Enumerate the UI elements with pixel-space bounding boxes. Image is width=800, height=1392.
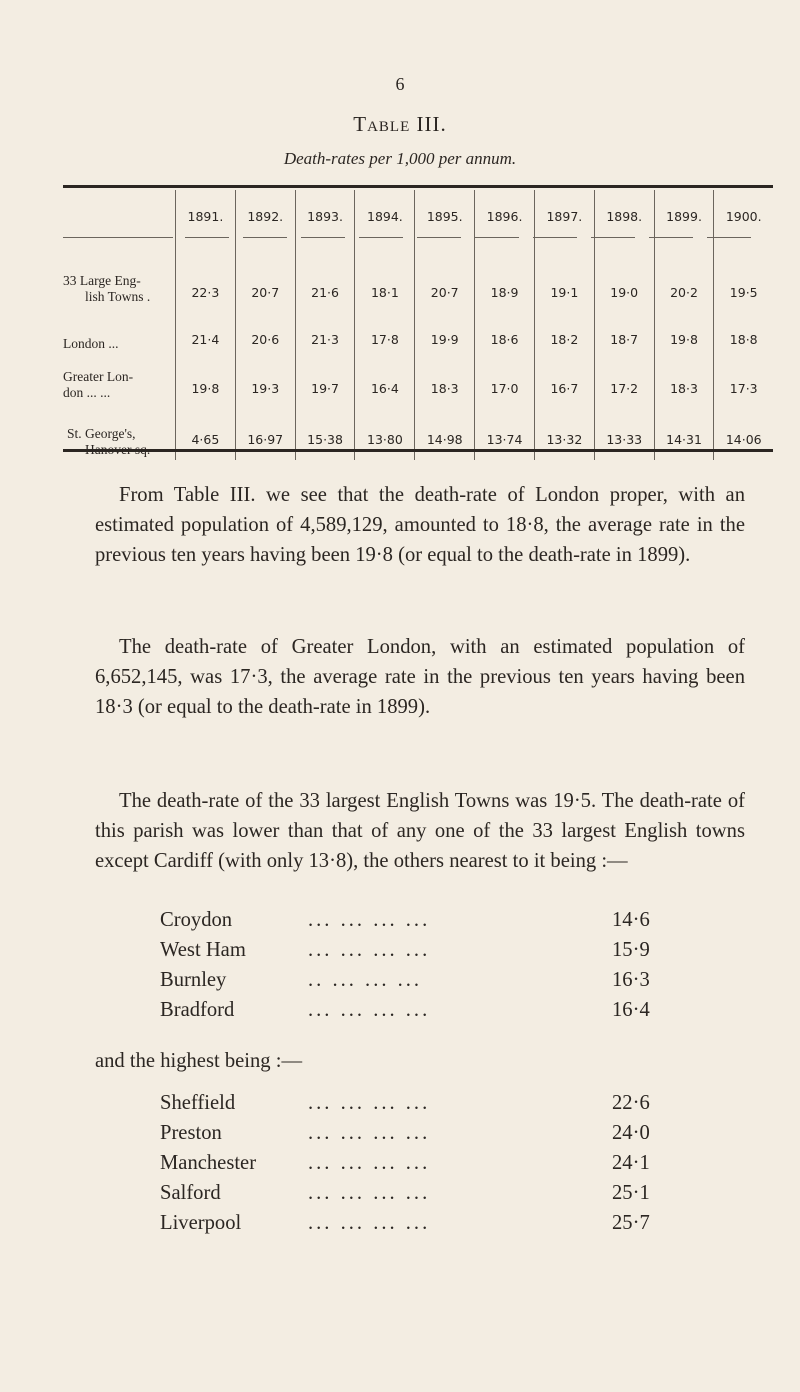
highest-towns-list: [160, 1092, 670, 1242]
year-header: 1899.: [654, 190, 714, 242]
rate-cell: 18·8: [714, 307, 773, 354]
town-rate: 25·1: [612, 1182, 650, 1204]
list-item: [160, 1212, 670, 1242]
list-item: [160, 1182, 670, 1212]
town-rate: 24·1: [612, 1152, 650, 1174]
rate-cell: 19·0: [594, 242, 654, 307]
paragraph-greater-london: The death-rate of Greater London, with an estimated population of 6,652,145, was 17·3, the average rate in the previous ten years having been 18·3 (or equal to the death-rate in 1899).: [95, 636, 745, 718]
town-name: Preston: [160, 1122, 222, 1144]
leader-dots: ... ... ... ...: [308, 909, 431, 931]
rate-cell: 19·7: [295, 354, 355, 403]
town-name: Manchester: [160, 1152, 257, 1174]
rate-cell: 18·6: [475, 307, 535, 354]
rate-cell: 19·1: [534, 242, 594, 307]
year-header: 1894.: [355, 190, 415, 242]
town-name: West Ham: [160, 939, 246, 961]
rate-cell: 20·6: [235, 307, 295, 354]
paragraph-london: From Table III. we see that the death-rate of London proper, with an estimated population of 4,589,129, amounted to 18·8, the average rate in the previous ten years having been 19·8 (or equal to the death-rate in 1899).: [95, 484, 745, 566]
rate-cell: 16·97: [235, 403, 295, 460]
rate-cell: 17·3: [714, 354, 773, 403]
row-label: Greater Lon- don ... ...: [63, 369, 134, 400]
table-row: [63, 354, 773, 403]
header-underline: [63, 237, 173, 238]
town-rate: 15·9: [612, 939, 650, 961]
town-rate: 25·7: [612, 1212, 650, 1234]
rate-cell: 18·2: [534, 307, 594, 354]
town-rate: 16·4: [612, 999, 650, 1021]
table-header-blank: [63, 190, 176, 242]
rate-cell: 19·8: [176, 354, 236, 403]
rate-cell: 20·7: [415, 242, 475, 307]
town-rate: 24·0: [612, 1122, 650, 1144]
leader-dots: ... ... ... ...: [308, 999, 431, 1021]
rate-cell: 18·3: [654, 354, 714, 403]
death-rates-table: [63, 190, 773, 460]
rate-cell: 18·7: [594, 307, 654, 354]
list-item: [160, 969, 670, 999]
rate-cell: 13·32: [534, 403, 594, 460]
rate-cell: 17·0: [475, 354, 535, 403]
rate-cell: 19·8: [654, 307, 714, 354]
year-header: 1898.: [594, 190, 654, 242]
table-title: Table III.: [353, 112, 447, 136]
nearest-towns-list: [160, 909, 670, 1029]
rate-cell: 17·8: [355, 307, 415, 354]
list-item: [160, 1122, 670, 1152]
rate-cell: 17·2: [594, 354, 654, 403]
leader-dots: ... ... ... ...: [308, 939, 431, 961]
header-underline-segments: [185, 237, 755, 238]
table-row: [63, 242, 773, 307]
highest-intro: and the highest being :—: [95, 1050, 303, 1072]
town-name: Bradford: [160, 999, 235, 1021]
rate-cell: 21·4: [176, 307, 236, 354]
list-item: [160, 1092, 670, 1122]
list-item: [160, 939, 670, 969]
list-item: [160, 999, 670, 1029]
table-top-rule: [63, 185, 773, 188]
town-name: Sheffield: [160, 1092, 236, 1114]
row-label: 33 Large Eng- lish Towns .: [63, 273, 151, 304]
rate-cell: 16·7: [534, 354, 594, 403]
rate-cell: 20·2: [654, 242, 714, 307]
table-header-row: [63, 190, 773, 242]
table-row: [63, 307, 773, 354]
town-name: Salford: [160, 1182, 221, 1204]
leader-dots: .. ... ... ...: [308, 969, 423, 991]
rate-cell: 14·98: [415, 403, 475, 460]
rate-cell: 18·1: [355, 242, 415, 307]
rate-cell: 19·9: [415, 307, 475, 354]
town-name: Croydon: [160, 909, 233, 931]
leader-dots: ... ... ... ...: [308, 1152, 431, 1174]
leader-dots: ... ... ... ...: [308, 1122, 431, 1144]
paragraph-large-towns: The death-rate of the 33 largest English Towns was 19·5. The death-rate of this parish was lower than that of any one of the 33 largest English towns except Cardiff (with only 13·8), the others nearest to it being :—: [95, 790, 745, 872]
leader-dots: ... ... ... ...: [308, 1182, 431, 1204]
row-label: St. George's,: [67, 426, 136, 441]
page-number: 6: [395, 74, 405, 94]
rate-cell: 20·7: [235, 242, 295, 307]
row-label: London ...: [63, 336, 119, 351]
list-item: [160, 909, 670, 939]
table-subtitle: Death-rates per 1,000 per annum.: [283, 149, 517, 168]
town-rate: 16·3: [612, 969, 650, 991]
rate-cell: 21·6: [295, 242, 355, 307]
year-header: 1891.: [176, 190, 236, 242]
rate-cell: 13·33: [594, 403, 654, 460]
town-name: Burnley: [160, 969, 227, 991]
rate-cell: 21·3: [295, 307, 355, 354]
rate-cell: 18·3: [415, 354, 475, 403]
year-header: 1893.: [295, 190, 355, 242]
year-header: 1895.: [415, 190, 475, 242]
town-rate: 22·6: [612, 1092, 650, 1114]
table-bottom-rule: [63, 449, 773, 452]
leader-dots: ... ... ... ...: [308, 1092, 431, 1114]
rate-cell: 22·3: [176, 242, 236, 307]
year-header: 1896.: [475, 190, 535, 242]
rate-cell: 16·4: [355, 354, 415, 403]
year-header: 1897.: [534, 190, 594, 242]
rate-cell: 19·3: [235, 354, 295, 403]
year-header: 1900.: [714, 190, 773, 242]
list-item: [160, 1152, 670, 1182]
rate-cell: 4·65: [176, 403, 236, 460]
rate-cell: 14·06: [714, 403, 773, 460]
town-rate: 14·6: [612, 909, 650, 931]
rate-cell: 18·9: [475, 242, 535, 307]
rate-cell: 13·80: [355, 403, 415, 460]
rate-cell: 14·31: [654, 403, 714, 460]
town-name: Liverpool: [160, 1212, 242, 1234]
rate-cell: 15·38: [295, 403, 355, 460]
year-header: 1892.: [235, 190, 295, 242]
leader-dots: ... ... ... ...: [308, 1212, 431, 1234]
rate-cell: 19·5: [714, 242, 773, 307]
rate-cell: 13·74: [475, 403, 535, 460]
